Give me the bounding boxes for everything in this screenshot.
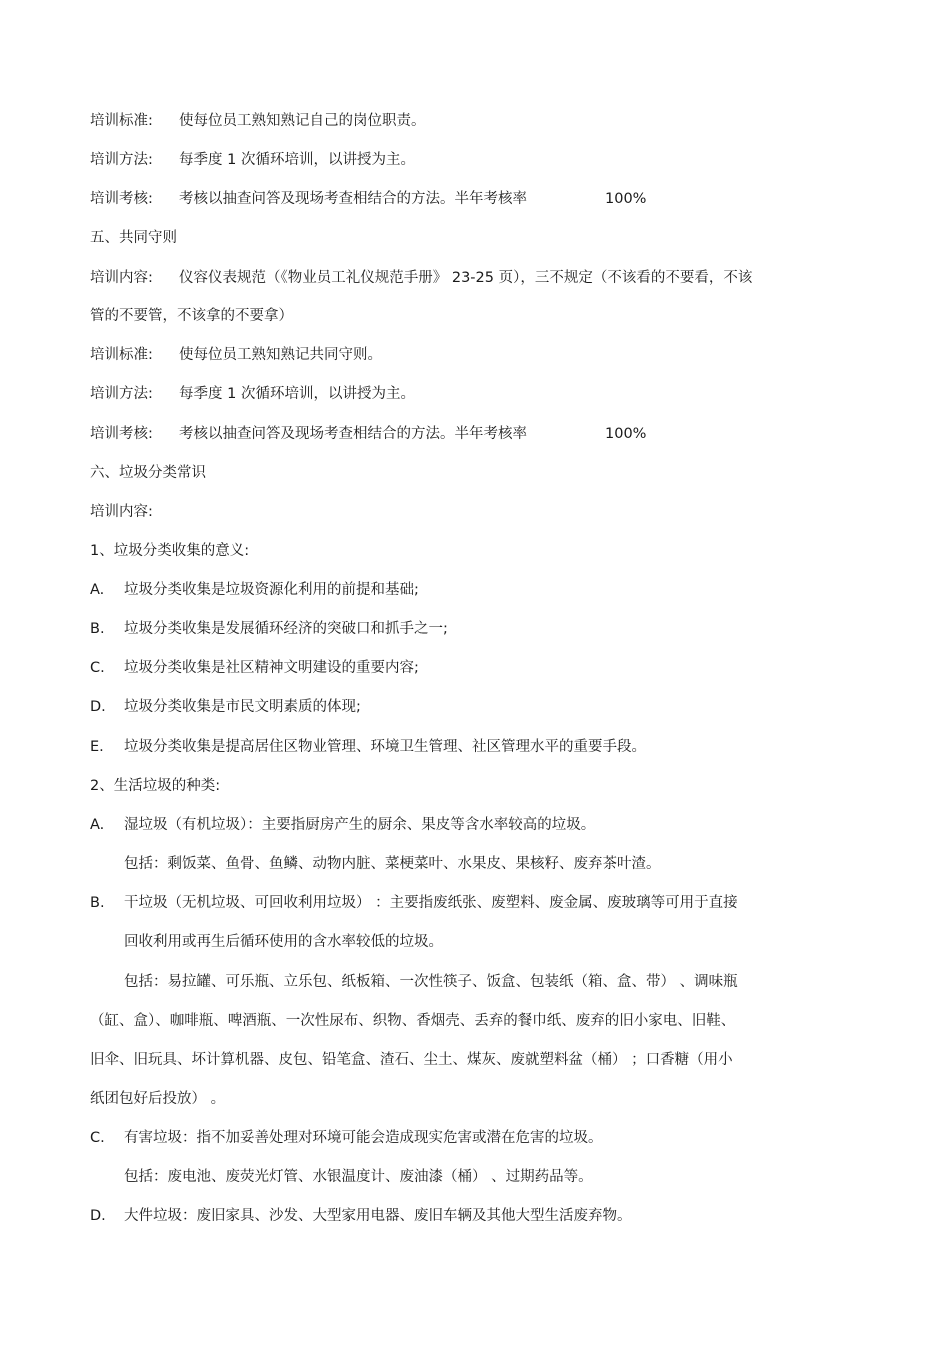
line-text: 六、垃圾分类常识 <box>90 465 206 481</box>
line-text: 包括：易拉罐、可乐瓶、立乐包、纸板箱、一次性筷子、饭盒、包装纸（箱、盒、带） 、调味瓶 <box>124 974 738 990</box>
line-text: 考核以抽查问答及现场考查相结合的方法。半年考核率 <box>179 191 527 207</box>
text-line <box>90 111 426 131</box>
line-text: 垃圾分类收集是社区精神文明建设的重要内容; <box>124 660 419 676</box>
text-line <box>90 424 647 444</box>
line-text: 管的不要管，不该拿的不要拿） <box>90 308 293 324</box>
line-text: 使每位员工熟知熟记自己的岗位职责。 <box>179 113 426 129</box>
line-text: 大件垃圾：废旧家具、沙发、大型家用电器、废旧车辆及其他大型生活废弃物。 <box>124 1208 632 1224</box>
line-label: B. <box>90 621 105 637</box>
line-text: 旧伞、旧玩具、坏计算机器、皮包、铅笔盒、渣石、尘土、煤灰、废就塑料盆（桶） ；口香糖（用小 <box>90 1052 733 1068</box>
pass-rate: 100% <box>605 191 647 207</box>
line-text: 培训内容: <box>90 504 153 520</box>
line-label: 培训考核: <box>90 191 153 207</box>
line-text: 纸团包好后投放） 。 <box>90 1091 226 1107</box>
line-text: 五、共同守则 <box>90 230 177 246</box>
text-line <box>90 697 361 717</box>
line-text: 使每位员工熟知熟记共同守则。 <box>179 347 382 363</box>
line-label: C. <box>90 1130 105 1146</box>
line-text: 每季度 1 次循环培训，以讲授为主。 <box>179 152 415 168</box>
text-line <box>90 189 647 209</box>
text-line <box>90 228 177 248</box>
text-line <box>90 306 293 326</box>
line-text: （缸、盒）、咖啡瓶、啤酒瓶、一次性尿布、织物、香烟壳、丢弃的餐巾纸、废弃的旧小家电、旧鞋、 <box>90 1013 736 1029</box>
text-line <box>90 737 646 757</box>
line-label: D. <box>90 699 106 715</box>
line-label: 培训标准: <box>90 347 153 363</box>
text-line <box>90 815 595 835</box>
line-label: 培训内容: <box>90 270 153 286</box>
text-line <box>90 502 153 522</box>
line-text: 仪容仪表规范（《物业员工礼仪规范手册》 23-25 页），三不规定（不该看的不要看，不该 <box>179 270 753 286</box>
line-text: 1、垃圾分类收集的意义: <box>90 543 250 559</box>
text-line <box>90 268 752 288</box>
line-text: 每季度 1 次循环培训，以讲授为主。 <box>179 386 415 402</box>
line-text: 干垃圾（无机垃圾、可回收利用垃圾） ：主要指废纸张、废塑料、废金属、废玻璃等可用于直接 <box>124 895 738 911</box>
line-text: 垃圾分类收集是垃圾资源化利用的前提和基础; <box>124 582 419 598</box>
text-line <box>90 1128 603 1148</box>
text-line <box>90 580 419 600</box>
text-line <box>90 893 738 913</box>
line-label: 培训方法: <box>90 152 153 168</box>
line-label: B. <box>90 895 105 911</box>
line-text: 回收利用或再生后循环使用的含水率较低的垃圾。 <box>124 934 443 950</box>
line-text: 有害垃圾：指不加妥善处理对环境可能会造成现实危害或潜在危害的垃圾。 <box>124 1130 603 1146</box>
text-line <box>90 658 419 678</box>
text-line <box>90 776 220 796</box>
line-label: E. <box>90 739 104 755</box>
text-line <box>90 345 382 365</box>
text-line <box>90 384 415 404</box>
text-line <box>124 972 738 992</box>
line-text: 包括：剩饭菜、鱼骨、鱼鳞、动物内脏、菜梗菜叶、水果皮、果核籽、废弃茶叶渣。 <box>124 856 661 872</box>
line-label: 培训方法: <box>90 386 153 402</box>
line-text: 包括：废电池、废荧光灯管、水银温度计、废油漆（桶） 、过期药品等。 <box>124 1169 593 1185</box>
line-label: D. <box>90 1208 106 1224</box>
text-line <box>124 932 443 952</box>
line-label: C. <box>90 660 105 676</box>
text-line <box>90 150 415 170</box>
text-line <box>124 1167 593 1187</box>
line-label: A. <box>90 817 105 833</box>
pass-rate: 100% <box>605 426 647 442</box>
text-line <box>90 1011 735 1031</box>
text-line <box>90 619 448 639</box>
line-text: 垃圾分类收集是提高居住区物业管理、环境卫生管理、社区管理水平的重要手段。 <box>124 739 646 755</box>
text-line <box>90 1050 733 1070</box>
text-line <box>90 1089 225 1109</box>
line-text: 2、生活垃圾的种类: <box>90 778 221 794</box>
text-line <box>90 1206 632 1226</box>
line-text: 垃圾分类收集是发展循环经济的突破口和抓手之一; <box>124 621 448 637</box>
text-line <box>90 541 249 561</box>
line-text: 垃圾分类收集是市民文明素质的体现; <box>124 699 361 715</box>
line-label: 培训考核: <box>90 426 153 442</box>
text-line <box>90 463 206 483</box>
line-label: A. <box>90 582 105 598</box>
line-label: 培训标准: <box>90 113 153 129</box>
text-line <box>124 854 661 874</box>
line-text: 考核以抽查问答及现场考查相结合的方法。半年考核率 <box>179 426 527 442</box>
line-text: 湿垃圾（有机垃圾）：主要指厨房产生的厨余、果皮等含水率较高的垃圾。 <box>124 817 596 833</box>
